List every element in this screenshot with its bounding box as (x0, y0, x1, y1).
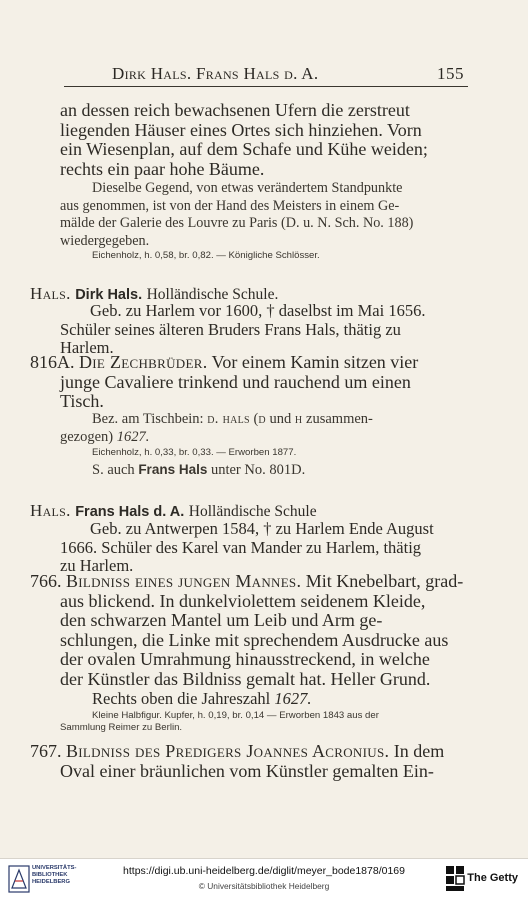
intro-note (60, 180, 470, 250)
text-line: Tisch. (60, 391, 104, 411)
inscription-date: 1627. (274, 689, 312, 708)
intro-provenance: Eichenholz, h. 0,58, br. 0,82. — Königliche Schlösser. (92, 250, 320, 261)
catalog-entry-816a (30, 353, 470, 412)
text-line: der Künstler das Bildniss gemalt hat. Heller Grund. (60, 668, 431, 689)
entry-number: 816A. (30, 352, 75, 372)
text-line: schlungen, die Linke mit sprechendem Ausdrucke aus (60, 629, 449, 650)
entry-816a-cross-reference (92, 461, 470, 480)
entry-766-inscription (92, 689, 470, 709)
inscription-letter: d (258, 411, 266, 427)
inscription-text: ( (249, 411, 259, 427)
artist-fullname: Frans Hals d. A. (75, 504, 185, 520)
catalog-entry-766 (30, 572, 470, 689)
text-line: Harlem. (60, 338, 114, 357)
intro-paragraph (60, 101, 470, 179)
text-line: rechts ein paar hohe Bäume. (60, 158, 265, 179)
text-line: aus genommen, ist von der Hand des Meisters in einem Ge- (60, 197, 400, 214)
catalog-entry-767 (30, 742, 470, 781)
inscription-date: 1627. (116, 428, 150, 445)
entry-816a-provenance: Eichenholz, h. 0,33, br. 0,33. — Erworben 1877. (92, 447, 297, 458)
inscription-text: Bez. am Tischbein: (92, 411, 208, 427)
reference-text: S. auch (92, 462, 139, 478)
text-line: Sammlung Reimer zu Berlin. (60, 722, 183, 733)
text-line: aus blickend. In dunkelviolettem seidenem Kleide, (60, 590, 426, 611)
text-line: ein Wiesenplan, auf dem Schafe und Kühe weiden; (60, 139, 428, 159)
entry-number: 767. (30, 741, 62, 761)
text-line: Geb. zu Harlem vor 1600, † daselbst im Mai 1656. (90, 301, 426, 320)
inscription-letter: h (294, 411, 303, 427)
text-line: mälde der Galerie des Louvre zu Paris (D. u. N. Sch. No. 188) (60, 215, 414, 232)
artist-surname: Hals. (30, 284, 71, 303)
text-line: an dessen reich bewachsenen Ufern die zerstreut (60, 100, 410, 120)
text-line: den schwarzen Mantel um Leib und Arm ge- (60, 610, 383, 630)
artist-school: Holländische Schule. (146, 286, 279, 303)
viewer-footer (0, 858, 528, 900)
artist-fullname: Dirk Hals. (75, 287, 143, 303)
copyright-notice: © Universitätsbibliothek Heidelberg (198, 881, 330, 891)
entry-title: Bildniss eines jungen Mannes. (66, 571, 302, 591)
inscription-signature: d. hals (207, 411, 250, 427)
getty-label: The Getty (467, 872, 518, 884)
entry-number: 766. (30, 571, 62, 591)
entry-766-provenance (60, 710, 470, 734)
entry-title: Bildniss des Predigers Joannes Acronius. (66, 741, 390, 761)
text-line: wiedergegeben. (60, 232, 150, 249)
artist-school: Holländische Schule (188, 503, 317, 520)
entry-text: Mit Knebelbart, grad- (301, 571, 464, 591)
artist-bio (60, 520, 470, 576)
artist-surname: Hals. (30, 501, 71, 520)
entry-text: In dem (389, 741, 445, 761)
text-line: liegenden Häuser eines Ortes sich hinziehen. Vorn (60, 119, 422, 140)
text-line: junge Cavaliere trinkend und rauchend um einen (60, 371, 411, 392)
library-name-line: HEIDELBERG (32, 879, 71, 885)
reference-text: unter No. 801D. (207, 462, 306, 478)
running-header (64, 64, 468, 87)
entry-title: Die Zechbrüder. (79, 352, 208, 372)
text-line: Kleine Halbfigur. Kupfer, h. 0,19, br. 0,14 — Erworben 1843 aus der (92, 710, 379, 721)
entry-816a-inscription (60, 411, 470, 446)
reference-artist: Frans Hals (138, 462, 208, 477)
page-number: 155 (437, 64, 464, 83)
inscription-text: Rechts oben die Jahreszahl (92, 689, 275, 708)
inscription-text: und (265, 411, 295, 427)
text-line: Schüler seines älteren Bruders Frans Hals, thätig zu (60, 319, 401, 339)
inscription-text: zusammen- (302, 411, 373, 427)
text-line: 1666. Schüler des Karel van Mander zu Harlem, thätig (60, 537, 422, 557)
text-line: Geb. zu Antwerpen 1584, † zu Harlem Ende August (90, 519, 434, 538)
text-line: Dieselbe Gegend, von etwas verändertem Standpunkte (92, 180, 403, 196)
inscription-text: gezogen) (60, 428, 117, 445)
text-line: zu Harlem. (60, 556, 134, 575)
library-name-line: UNIVERSITÄTS- (32, 865, 77, 871)
permalink-url[interactable]: https://digi.ub.uni-heidelberg.de/diglit/meyer_bode1878/0169 (123, 865, 405, 877)
library-name-line: BIBLIOTHEK (32, 872, 68, 878)
text-line: der ovalen Umrahmung hinausstreckend, in welche (60, 649, 430, 669)
artist-bio (60, 302, 470, 358)
getty-logo-icon (444, 864, 466, 894)
header-title: Dirk Hals. Frans Hals d. A. (112, 64, 319, 83)
text-line: Oval einer bräunlichen vom Künstler gemalten Ein- (60, 760, 434, 781)
entry-text: Vor einem Kamin sitzen vier (207, 352, 419, 372)
